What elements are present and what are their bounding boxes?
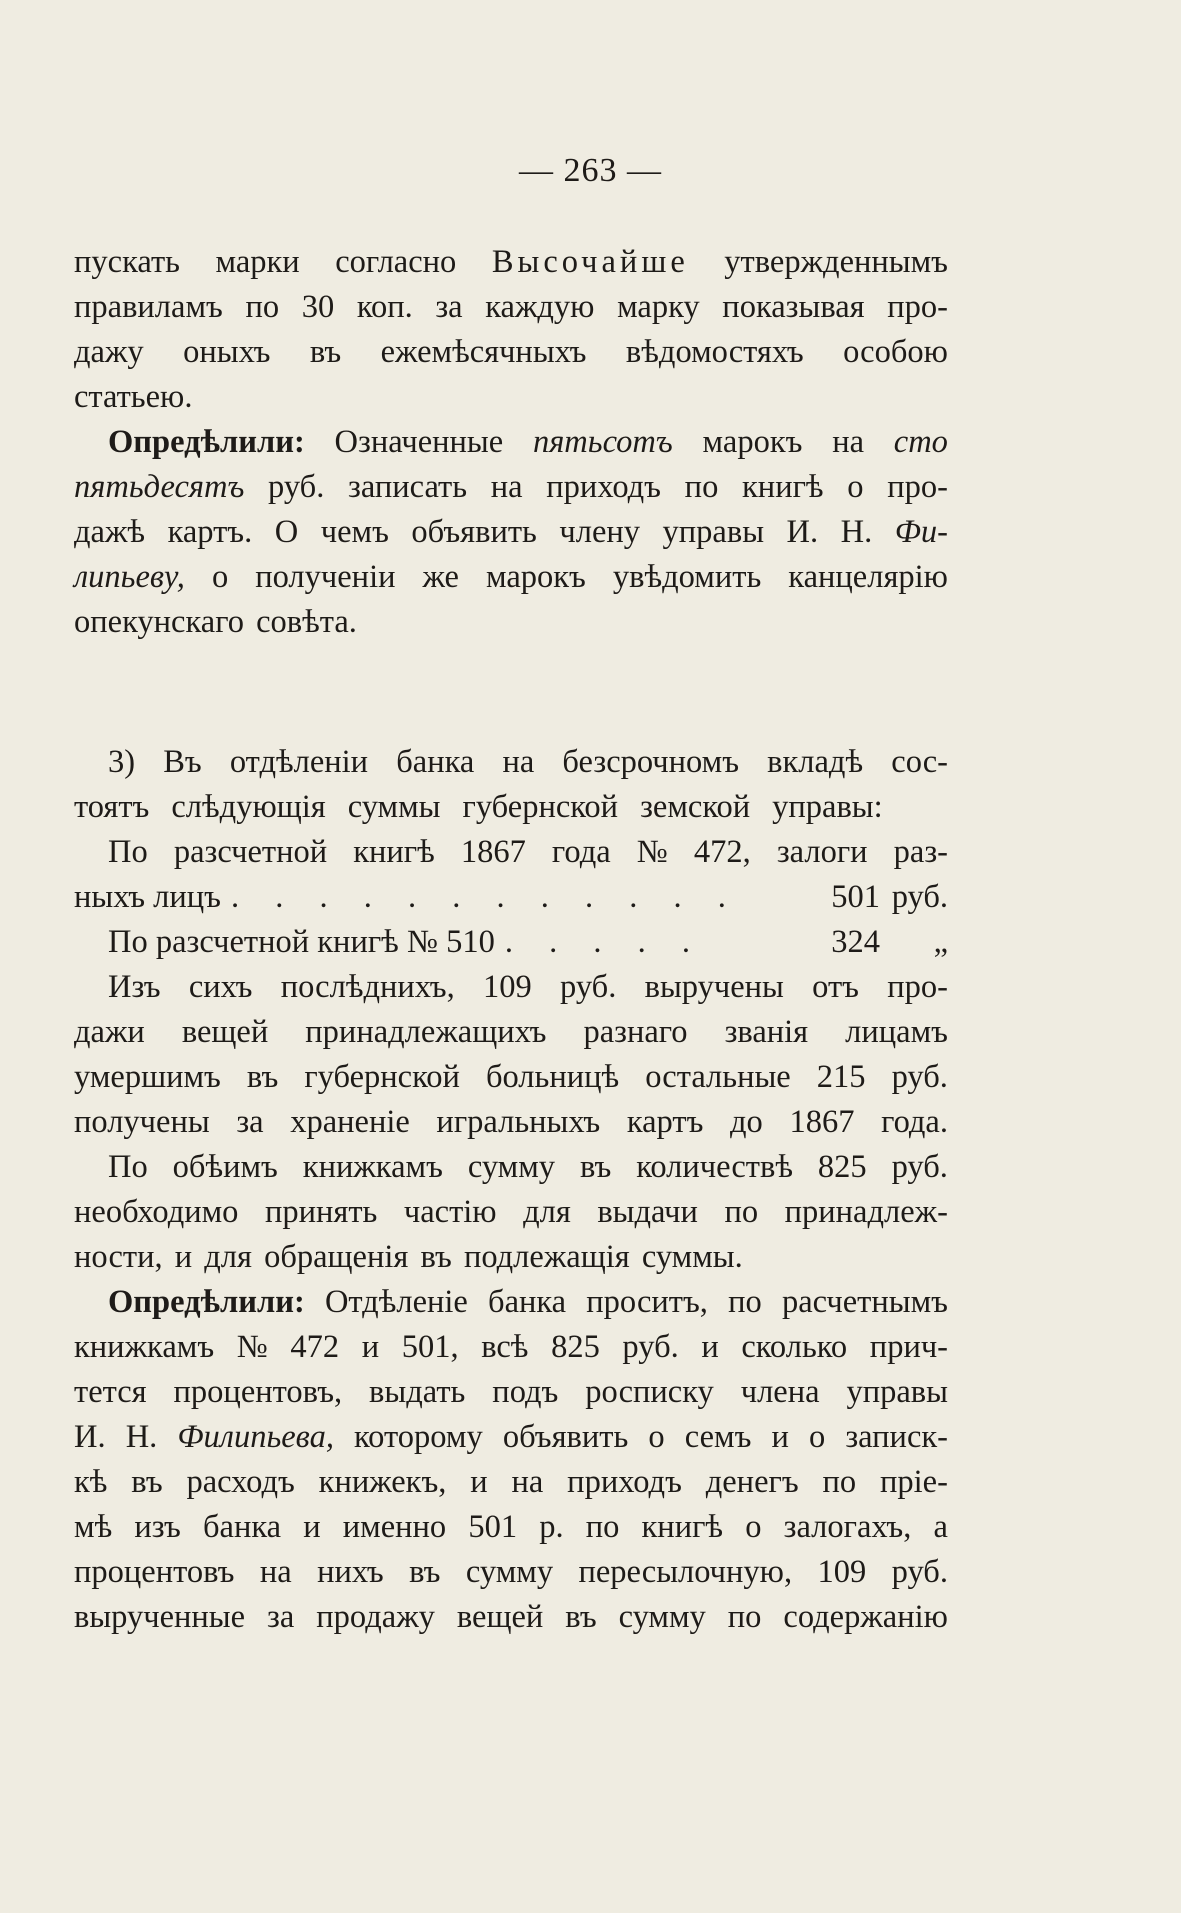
word: руб.	[891, 1149, 948, 1185]
text-line	[74, 1235, 948, 1280]
word: процентовъ	[74, 1554, 235, 1590]
word: именно	[342, 1509, 447, 1545]
word: 3)	[108, 744, 136, 780]
word: записк-	[845, 1419, 948, 1455]
word: утвержденнымъ	[724, 244, 948, 280]
word: сколько	[741, 1329, 848, 1365]
text-line	[74, 1100, 948, 1145]
word: за	[267, 1599, 295, 1635]
word: члену	[559, 514, 641, 550]
text-line	[74, 330, 948, 375]
word: суммы	[347, 789, 441, 825]
word: вещей	[181, 1014, 269, 1050]
word: увѣдомить	[612, 559, 762, 595]
word: росписку	[585, 1374, 714, 1410]
word: по	[585, 1509, 620, 1545]
word: необходимо	[74, 1194, 239, 1230]
word: книжкамъ	[74, 1329, 215, 1365]
word: для	[523, 1194, 571, 1230]
word: губернской	[462, 789, 619, 825]
word: умершимъ	[74, 1059, 221, 1095]
word: Фи-	[894, 514, 948, 550]
ledger-label: ныхъ лицъ	[74, 879, 221, 915]
word: о	[808, 1419, 826, 1455]
word: выдачи	[597, 1194, 698, 1230]
word: 825	[817, 1149, 867, 1185]
word: ежемѣсячныхъ	[380, 334, 587, 370]
word: По	[108, 834, 148, 870]
word: о	[745, 1509, 762, 1545]
word: книгѣ	[353, 834, 435, 870]
word: вырученные	[74, 1599, 246, 1635]
word: марокъ	[702, 424, 803, 460]
word: разсчетной	[173, 834, 328, 870]
text-line	[74, 965, 948, 1010]
word: же	[422, 559, 459, 595]
word: послѣднихъ,	[280, 969, 455, 1005]
word: руб.	[891, 1554, 948, 1590]
word: сихъ	[188, 969, 253, 1005]
word: 215	[816, 1059, 866, 1095]
word: въ	[246, 1059, 279, 1095]
word: про-	[887, 469, 948, 505]
word: О	[274, 514, 299, 550]
word: принять	[264, 1194, 378, 1230]
text-line	[74, 1415, 948, 1460]
text-line	[74, 1190, 948, 1235]
word: разнаго	[583, 1014, 688, 1050]
word: по	[724, 1194, 759, 1230]
word: года.	[881, 1104, 948, 1140]
ledger-line	[74, 875, 948, 920]
ledger-line	[74, 920, 948, 965]
text-line	[74, 830, 948, 875]
text-line	[74, 1145, 948, 1190]
text-segment: статьею.	[74, 379, 193, 415]
word: пріе-	[879, 1464, 948, 1500]
word: храненіе	[290, 1104, 410, 1140]
word: принадлежащихъ	[305, 1014, 547, 1050]
word: полученіи	[255, 559, 396, 595]
word: и	[701, 1329, 719, 1365]
word: сто	[893, 424, 948, 460]
word: дажу	[74, 334, 144, 370]
word: пятьдесятъ	[74, 469, 245, 505]
word: члена	[740, 1374, 820, 1410]
word: прич-	[869, 1329, 948, 1365]
word: дажѣ	[74, 514, 146, 550]
word: на	[832, 424, 865, 460]
word: марокъ	[485, 559, 586, 595]
word: особою	[843, 334, 948, 370]
ledger-unit: „	[933, 924, 948, 960]
word: по	[728, 1284, 762, 1320]
word: 472,	[693, 834, 751, 870]
ledger-amount: 324	[831, 924, 880, 960]
word: нихъ	[317, 1554, 384, 1590]
word: частію	[403, 1194, 497, 1230]
word: №	[636, 834, 668, 870]
word: чемъ	[320, 514, 389, 550]
word: продажу	[316, 1599, 435, 1635]
word: 1867	[460, 834, 526, 870]
word: руб.	[891, 1059, 948, 1095]
word: книгѣ	[742, 469, 824, 505]
word: И.	[786, 514, 819, 550]
resolution-heading: Опредѣлили:	[108, 1284, 305, 1320]
paragraph-block-2	[74, 740, 948, 1640]
word: Отдѣленіе	[324, 1284, 468, 1320]
word: о	[648, 1419, 665, 1455]
text-line	[74, 285, 948, 330]
text-line	[74, 740, 948, 785]
word: оныхъ	[183, 334, 271, 370]
word: картъ	[626, 1104, 704, 1140]
word: показывая	[722, 289, 865, 325]
word: и	[771, 1419, 789, 1455]
word: пятьсотъ	[532, 424, 673, 460]
word: лицамъ	[845, 1014, 948, 1050]
word: залогахъ,	[783, 1509, 912, 1545]
word: сумму	[467, 1149, 556, 1185]
leader-dots: . . . . . . . . . . . .	[230, 879, 740, 915]
word: вещей	[456, 1599, 544, 1635]
word: тется	[74, 1374, 147, 1410]
word: Высочайше	[491, 244, 689, 280]
text-line	[74, 1055, 948, 1100]
word: пересылочную,	[578, 1554, 793, 1590]
word: 109	[483, 969, 532, 1005]
word: вкладѣ	[767, 744, 864, 780]
text-line	[74, 1505, 948, 1550]
word: процентовъ,	[173, 1374, 343, 1410]
word: обѣимъ	[172, 1149, 278, 1185]
word: количествѣ	[636, 1149, 793, 1185]
word: книжкамъ	[302, 1149, 443, 1185]
word: записать	[348, 469, 468, 505]
word: отдѣленіи	[229, 744, 369, 780]
text-line	[74, 510, 948, 555]
word: управы:	[772, 789, 883, 825]
text-segment: ности, и для обращенія въ подлежащія суммы.	[74, 1239, 743, 1275]
word: р.	[539, 1509, 564, 1545]
word: книгѣ	[641, 1509, 724, 1545]
word: которому	[354, 1419, 483, 1455]
word: приходъ	[567, 1464, 682, 1500]
word: правиламъ	[74, 289, 223, 325]
word: Филипьева,	[177, 1419, 334, 1455]
word: на	[259, 1554, 292, 1590]
word: руб.	[560, 969, 617, 1005]
word: канцелярію	[788, 559, 948, 595]
word: сос-	[891, 744, 948, 780]
ledger-unit: руб.	[891, 879, 948, 915]
word: пускать	[74, 244, 180, 280]
word: въ	[309, 334, 342, 370]
word: банка	[202, 1509, 282, 1545]
word: на	[511, 1464, 544, 1500]
word: о	[847, 469, 864, 505]
word: проситъ,	[586, 1284, 708, 1320]
word: раз-	[893, 834, 948, 870]
word: слѣдующія	[171, 789, 326, 825]
word: объявить	[502, 1419, 629, 1455]
word: сумму	[618, 1599, 706, 1635]
word: въ	[409, 1554, 441, 1590]
text-line	[74, 1325, 948, 1370]
word: липьеву,	[74, 559, 185, 595]
text-line	[74, 375, 948, 420]
word: а	[933, 1509, 948, 1545]
word: марки	[215, 244, 300, 280]
word: расходъ	[186, 1464, 295, 1500]
word: приходъ	[546, 469, 661, 505]
word: каждую	[485, 289, 595, 325]
word: по	[822, 1464, 857, 1500]
text-line	[74, 785, 948, 830]
word: на	[490, 469, 523, 505]
word: и	[361, 1329, 380, 1365]
word: Въ	[163, 744, 202, 780]
word: званія	[724, 1014, 809, 1050]
word: Н.	[125, 1419, 158, 1455]
word: Означенные	[334, 424, 504, 460]
word: о	[211, 559, 229, 595]
word: 30	[301, 289, 335, 325]
word: года	[551, 834, 611, 870]
text-line	[74, 1595, 948, 1640]
word: про-	[887, 289, 948, 325]
word: больницѣ	[485, 1059, 620, 1095]
word: семъ	[684, 1419, 752, 1455]
word: въ	[131, 1464, 163, 1500]
word: коп.	[356, 289, 413, 325]
word: сумму	[465, 1554, 554, 1590]
word: тоятъ	[74, 789, 150, 825]
word: губернской	[304, 1059, 460, 1095]
word: расчетнымъ	[781, 1284, 948, 1320]
word: книжекъ,	[318, 1464, 447, 1500]
ledger-amount: 501	[831, 879, 880, 915]
paragraph-block-1	[74, 240, 948, 645]
word: управы	[662, 514, 765, 550]
text-line	[74, 1010, 948, 1055]
text-line	[74, 420, 948, 465]
word: по	[245, 289, 280, 325]
word: Н.	[840, 514, 873, 550]
text-line	[74, 465, 948, 510]
word: картъ.	[167, 514, 253, 550]
word: остальные	[645, 1059, 791, 1095]
word: за	[236, 1104, 264, 1140]
word: дажи	[74, 1014, 145, 1050]
word: про-	[887, 969, 948, 1005]
word: марку	[617, 289, 700, 325]
text-line	[74, 1370, 948, 1415]
word: И.	[74, 1419, 106, 1455]
word: мѣ	[74, 1509, 113, 1545]
word: на	[502, 744, 535, 780]
word: выручены	[644, 969, 784, 1005]
word: управы	[846, 1374, 948, 1410]
text-line	[74, 1280, 948, 1325]
word: содержанію	[783, 1599, 948, 1635]
leader-dots: . . . . .	[504, 924, 704, 960]
word: отъ	[812, 969, 859, 1005]
text-line	[74, 555, 948, 600]
resolution-heading: Опредѣлили:	[108, 424, 305, 460]
word: 472	[290, 1329, 340, 1365]
word: 109	[817, 1554, 867, 1590]
word: по	[684, 469, 719, 505]
text-segment: опекунскаго совѣта.	[74, 604, 357, 640]
word: 501,	[401, 1329, 459, 1365]
word: въ	[565, 1599, 597, 1635]
word: до	[730, 1104, 763, 1140]
word: и	[303, 1509, 321, 1545]
word: 825	[551, 1329, 600, 1365]
word: земской	[640, 789, 751, 825]
word: по	[727, 1599, 762, 1635]
word: кѣ	[74, 1464, 108, 1500]
word: руб.	[268, 469, 325, 505]
page-number: — 263 —	[519, 152, 662, 189]
word: 1867	[789, 1104, 855, 1140]
word: залоги	[776, 834, 868, 870]
word: №	[236, 1329, 268, 1365]
word: банка	[396, 744, 475, 780]
word: руб.	[622, 1329, 679, 1365]
word: за	[435, 289, 463, 325]
word: По	[108, 1149, 148, 1185]
word: объявить	[411, 514, 537, 550]
word: получены	[74, 1104, 210, 1140]
word: игральныхъ	[436, 1104, 601, 1140]
text-line	[74, 1460, 948, 1505]
word: въ	[579, 1149, 612, 1185]
word: изъ	[134, 1509, 181, 1545]
word: Изъ	[108, 969, 161, 1005]
text-line	[74, 240, 948, 285]
word: всѣ	[481, 1329, 529, 1365]
ledger-label: По разсчетной книгѣ № 510	[108, 924, 495, 960]
text-line	[74, 1550, 948, 1595]
word: денегъ	[705, 1464, 799, 1500]
word: выдать	[369, 1374, 466, 1410]
word: 501	[468, 1509, 518, 1545]
word: безсрочномъ	[562, 744, 740, 780]
word: и	[470, 1464, 488, 1500]
word: банка	[488, 1284, 567, 1320]
word: согласно	[335, 244, 457, 280]
word: принадлеж-	[784, 1194, 948, 1230]
word: вѣдомостяхъ	[625, 334, 804, 370]
text-line	[74, 600, 948, 645]
word: подъ	[492, 1374, 559, 1410]
